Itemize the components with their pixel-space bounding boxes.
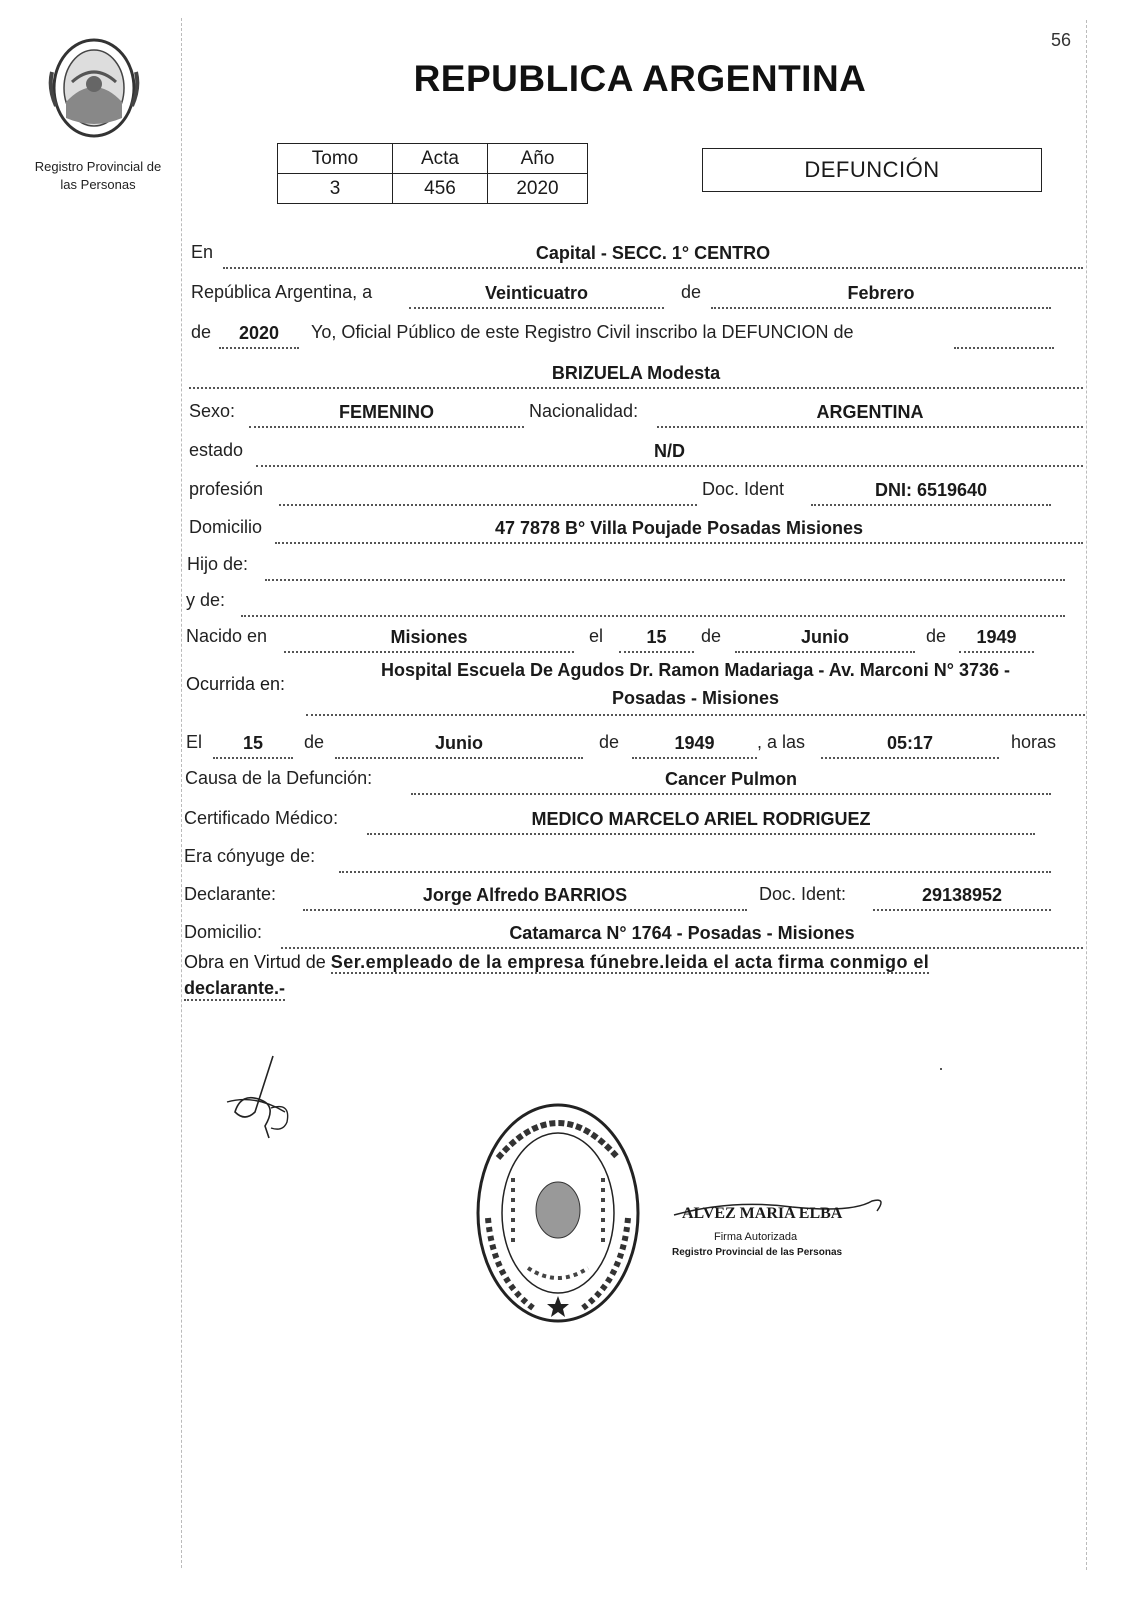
field-certificado: MEDICO MARCELO ARIEL RODRIGUEZ: [367, 807, 1035, 835]
field-obra-line2: declarante.-: [184, 978, 285, 1001]
label-doc-ident: Doc. Ident: [702, 479, 785, 499]
row-fecha-defuncion: [186, 726, 1089, 756]
field-declarante-domicilio: Catamarca N° 1764 - Posadas - Misiones: [281, 921, 1083, 949]
document-type-box: DEFUNCIÓN: [702, 148, 1042, 192]
label-de2: de: [191, 322, 212, 342]
row-anio: [189, 316, 1085, 346]
province-logo: [46, 32, 142, 144]
anio-value: 2020: [488, 174, 588, 204]
row-nombre: [189, 356, 1085, 386]
label-conyuge: Era cónyuge de:: [184, 846, 316, 866]
row-obra: [184, 952, 1084, 973]
field-causa: Cancer Pulmon: [411, 767, 1051, 795]
field-domicilio: 47 7878 B° Villa Poujade Posadas Misiones: [275, 516, 1083, 544]
label-estado: estado: [189, 440, 244, 460]
page-number: 56: [1050, 30, 1071, 50]
label-de-mes: de: [701, 626, 722, 646]
label-profesion: profesión: [189, 479, 264, 499]
field-hijo-de: [265, 553, 1065, 581]
label-declarante: Declarante:: [184, 884, 277, 904]
field-nombre: BRIZUELA Modesta: [189, 361, 1083, 389]
row-conyuge: [184, 840, 1085, 870]
speck: [940, 1068, 942, 1070]
acta-value: 456: [393, 174, 488, 204]
row-lugar: [189, 236, 1085, 266]
field-nacido-en: Misiones: [284, 625, 574, 653]
row-certificado: [184, 802, 1085, 832]
field-profesion: [279, 478, 697, 506]
label-nacido-en: Nacido en: [186, 626, 268, 646]
label-de-mes2: de: [304, 732, 325, 752]
label-y-de: y de:: [186, 590, 226, 610]
row-nacido: [186, 620, 1085, 650]
label-horas: horas: [1011, 732, 1057, 752]
label-certificado: Certificado Médico:: [184, 808, 339, 828]
row-profesion: [189, 473, 1085, 503]
label-domicilio2: Domicilio:: [184, 922, 263, 942]
field-nacionalidad: ARGENTINA: [657, 400, 1083, 428]
label-doc-ident2: Doc. Ident:: [759, 884, 847, 904]
label-obra: Obra en Virtud de: [184, 952, 326, 972]
label-sexo: Sexo:: [189, 401, 236, 421]
field-y-de: [241, 589, 1065, 617]
field-def-anio: 1949: [632, 731, 757, 759]
row-y-de: [186, 584, 1085, 614]
field-dia-texto: Veinticuatro: [409, 281, 664, 309]
signatory-name: ALVEZ MARIA ELBA: [682, 1205, 843, 1222]
field-conyuge: [339, 845, 1051, 873]
left-margin-line: [181, 18, 182, 1568]
field-nac-dia: 15: [619, 625, 694, 653]
acta-header: Acta: [393, 144, 488, 174]
page-title: REPUBLICA ARGENTINA: [413, 58, 867, 99]
field-nac-mes: Junio: [735, 625, 915, 653]
label-republica: República Argentina, a: [191, 282, 373, 302]
label-inscribo: Yo, Oficial Público de este Registro Civil inscribo la DEFUNCION de: [311, 322, 854, 342]
right-margin-line: [1086, 20, 1087, 1570]
field-ocurrida-line1: Hospital Escuela De Agudos Dr. Ramon Madariaga - Av. Marconi N° 3736 -: [380, 660, 1011, 680]
label-ocurrida: Ocurrida en:: [186, 674, 286, 694]
field-ocurrida-line2: Posadas - Misiones: [306, 688, 1085, 716]
field-estado: N/D: [256, 439, 1083, 467]
official-seal: [473, 1098, 643, 1328]
field-mes: Febrero: [711, 281, 1051, 309]
label-el: el: [589, 626, 604, 646]
field-def-dia: 15: [213, 731, 293, 759]
row-sexo: [189, 395, 1085, 425]
field-blank: [954, 321, 1054, 349]
label-en: En: [191, 242, 214, 262]
registry-name: Registro Provincial de las Personas: [34, 159, 162, 192]
label-hijo-de: Hijo de:: [187, 554, 249, 574]
field-sexo: FEMENINO: [249, 400, 524, 428]
row-domicilio: [189, 511, 1085, 541]
row-fecha: [189, 276, 1085, 306]
volume-record-table: [277, 143, 588, 204]
signatory-role: Firma Autorizada: [714, 1231, 798, 1243]
field-declarante-doc: 29138952: [873, 883, 1051, 911]
authorized-signature: [672, 1205, 902, 1265]
field-def-mes: Junio: [335, 731, 583, 759]
field-doc: DNI: 6519640: [811, 478, 1051, 506]
label-el-cap: El: [186, 732, 203, 752]
tomo-header: Tomo: [278, 144, 393, 174]
tomo-value: 3: [278, 174, 393, 204]
row-estado: [189, 434, 1085, 464]
row-hijo-de: [189, 548, 1085, 578]
field-lugar: Capital - SECC. 1° CENTRO: [223, 241, 1083, 269]
field-anio: 2020: [219, 321, 299, 349]
label-de-anio2: de: [599, 732, 620, 752]
label-domicilio: Domicilio: [189, 517, 263, 537]
label-de: de: [681, 282, 702, 302]
label-nacionalidad: Nacionalidad:: [529, 401, 639, 421]
field-hora: 05:17: [821, 731, 999, 759]
label-a-las: , a las: [757, 732, 806, 752]
declarant-signature: [225, 1052, 305, 1142]
row-declarante: [184, 878, 1085, 908]
field-nac-anio: 1949: [959, 625, 1034, 653]
label-causa: Causa de la Defunción:: [185, 768, 373, 788]
row-declarante-domicilio: [184, 916, 1085, 946]
field-obra-line1: Ser.empleado de la empresa fúnebre.leida el acta firma conmigo el: [330, 952, 930, 972]
anio-header: Año: [488, 144, 588, 174]
row-causa: [185, 762, 1085, 792]
signatory-org: Registro Provincial de las Personas: [672, 1247, 843, 1258]
field-declarante: Jorge Alfredo BARRIOS: [303, 883, 747, 911]
label-de-anio: de: [926, 626, 947, 646]
